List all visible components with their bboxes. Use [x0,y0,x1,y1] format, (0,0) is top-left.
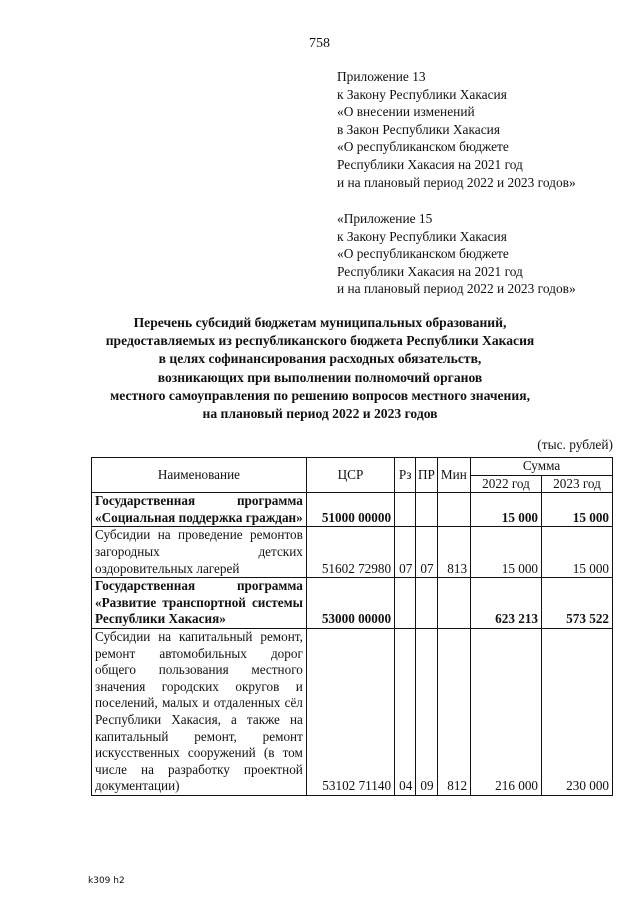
appendix-line: и на плановый период 2022 и 2023 годов» [337,174,576,190]
title-line: на плановый период 2022 и 2023 годов [202,406,438,422]
row-pr: 09 [416,628,437,795]
row-2023: 15 000 [542,527,613,578]
appendix-line: Приложение 13 [337,69,426,84]
page-number: 758 [309,36,330,51]
appendix-line: и на плановый период 2022 и 2023 годов» [337,281,576,297]
table-row [92,578,613,629]
row-csr: 53102 71140 [306,628,394,795]
row-2022: 15 000 [471,527,542,578]
row-2022: 216 000 [471,628,542,795]
row-rz [395,493,416,527]
title-line: предоставляемых из республиканского бюджета Республики Хакасия [105,333,535,349]
row-min [437,578,470,629]
row-name: Субсидии на капитальный ремонт, ремонт автомобильных дорог общего пользования местного значения городских округов и поселений, малых и отдаленных сёл Республики Хакасия, а также на капитальный ремонт, ремонт искусственных сооружений (в том числе на разработку проектной документации) [92,628,307,795]
row-min: 813 [437,527,470,578]
table-header-row [92,458,613,476]
table-row [92,628,613,795]
header-2023: 2023 год [542,475,613,493]
row-min [437,493,470,527]
header-rz: Рз [395,458,416,493]
subsidies-table [91,457,613,796]
appendix-line: Республики Хакасия на 2021 год [337,156,523,172]
title-line: в целях софинансирования расходных обязательств, [158,351,482,367]
row-min: 812 [437,628,470,795]
appendix-15-header [337,210,576,298]
title-line: Перечень субсидий бюджетам муниципальных образований, [133,315,507,330]
row-name: Субсидии на проведение ремонтов загородных детских оздоровительных лагерей [92,527,307,578]
row-rz: 07 [395,527,416,578]
header-pr: ПР [416,458,437,493]
row-rz: 04 [395,628,416,795]
appendix-line: в Закон Республики Хакасия [337,121,501,137]
header-min: Мин [437,458,470,493]
appendix-line: «О внесении изменений [337,104,475,120]
header-csr: ЦСР [306,458,394,493]
title-line: возникающих при выполнении полномочий органов [157,369,483,385]
footer-code: k309 h2 [88,876,125,886]
row-name: Государственная программа «Социальная поддержка граждан» [92,493,307,527]
row-2023: 230 000 [542,628,613,795]
appendix-line: «О республиканском бюджете [337,246,509,262]
row-2023: 573 522 [542,578,613,629]
row-csr: 51000 00000 [306,493,394,527]
appendix-line: «Приложение 15 [337,211,433,226]
appendix-line: Республики Хакасия на 2021 год [337,263,523,279]
row-rz [395,578,416,629]
row-csr: 51602 72980 [306,527,394,578]
title-line: местного самоуправления по решению вопросов местного значения, [110,387,530,403]
row-pr: 07 [416,527,437,578]
header-name: Наименование [92,458,307,493]
appendix-line: к Закону Республики Хакасия [337,228,507,244]
document-title [60,314,580,423]
row-2022: 623 213 [471,578,542,629]
row-csr: 53000 00000 [306,578,394,629]
appendix-13-header [337,68,576,191]
units-label: (тыс. рублей) [537,437,613,452]
appendix-line: к Закону Республики Хакасия [337,86,507,102]
header-2022: 2022 год [471,475,542,493]
header-sum: Сумма [471,458,613,476]
table-row [92,527,613,578]
row-name: Государственная программа «Развитие транспортной системы Республики Хакасия» [92,578,307,629]
row-2022: 15 000 [471,493,542,527]
row-pr [416,578,437,629]
row-2023: 15 000 [542,493,613,527]
appendix-line: «О республиканском бюджете [337,139,509,155]
row-pr [416,493,437,527]
table-row [92,493,613,527]
